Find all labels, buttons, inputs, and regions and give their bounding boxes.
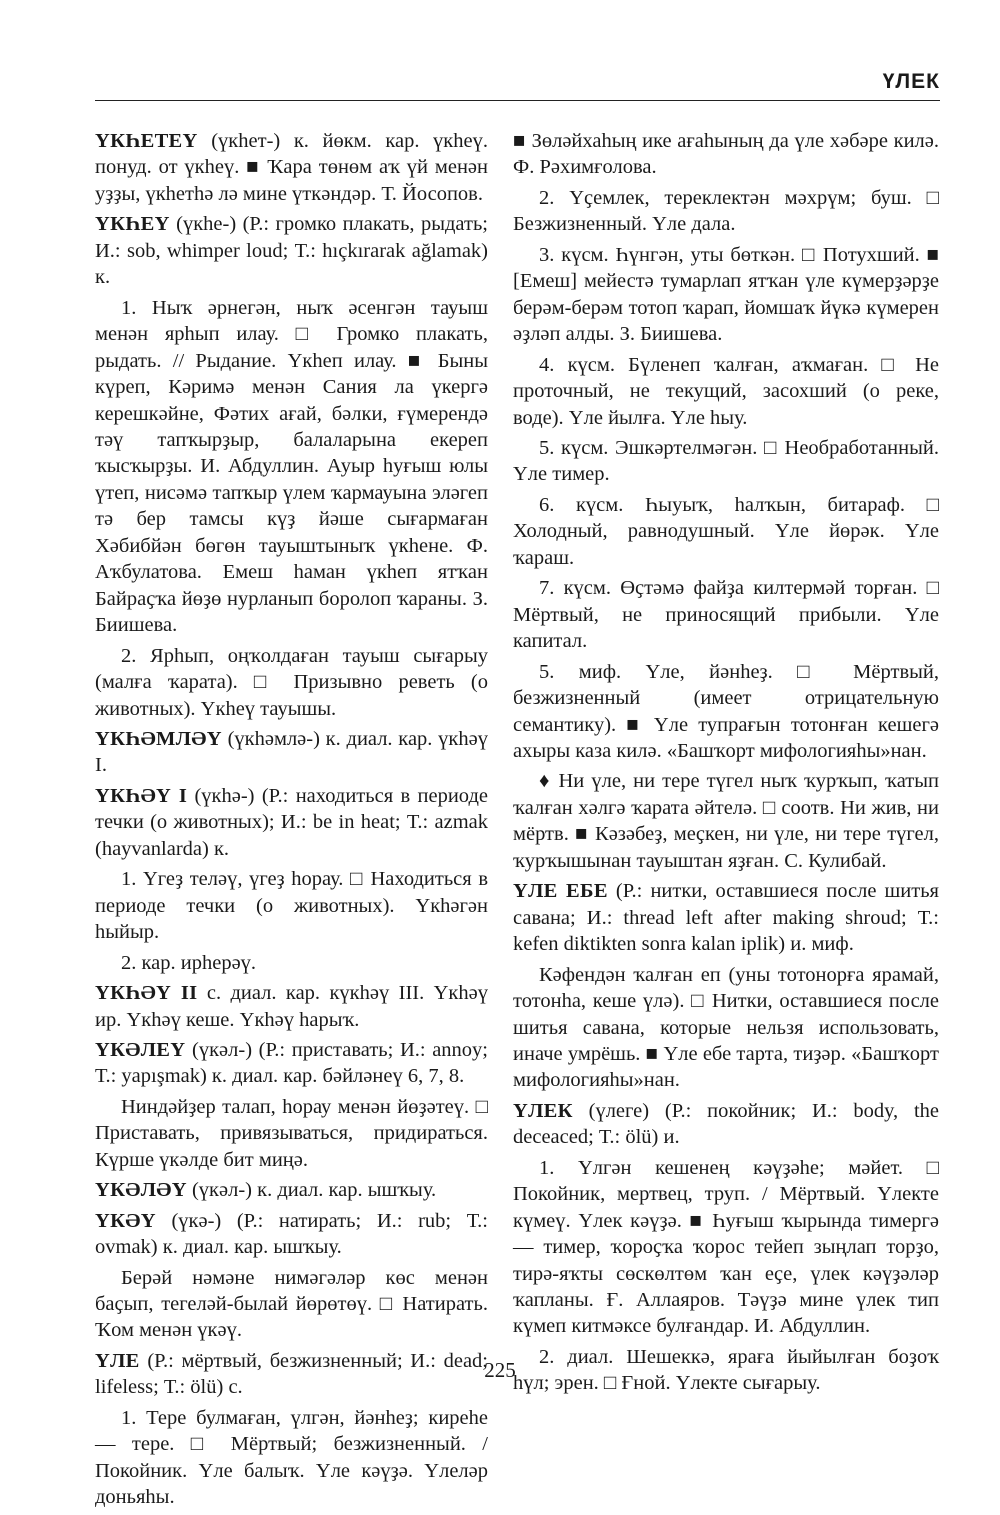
sense-paragraph: 5. миф. Үле, йәнһеҙ. □ Мёртвый, безжизненный (имеет отрицательную семантику). ■ Үле тупрағын тотонған кешегә ахыры каза килә. «Башҡорт мифологияһы»нан. — [513, 660, 939, 762]
entry-body: (үкәл-) (Р.: приставать; И.: annoy; Т.: yapışmak) к. диал. кар. бәйләнеү 6, 7, 8. — [95, 1038, 488, 1088]
running-header — [95, 70, 940, 101]
sense-paragraph: 2. диал. Шешеккә, ярағa йыйылған боҙоҡ һүл; эрен. □ Ғной. Үлекте сығарыу. — [513, 1345, 939, 1395]
entry-body: (үкһе-) (Р.: громко плакать, рыдать; И.: sob, whimper loud; Т.: hıçkırarak ağlamak) к. — [95, 213, 488, 289]
entry-uk-hemlew — [95, 726, 488, 779]
sense-paragraph: 1. Үлгән кешенең кәүҙәһе; мәйет. □ Покойник, мертвец, труп. / Мёртвый. Үлекте күмеү. Үлек кәүҙә. ■ Һуғыш ҡырында тимергә — тимер, ҡороҫҡа ҡорос тейеп зыңлап торҙо, тирә-яҡты сөскөлтөм ҡан еҫе, үлек кәүҙәләр ҡапланы. Ғ. Аллаяров. Тәүҙә мине үлек тип күмеп китмәксе булғандар. И. Абдуллин. — [513, 1156, 939, 1338]
headword: ҮКҺӘҮ I — [95, 784, 188, 807]
right-column — [513, 128, 939, 1401]
headword: ҮКӘҮ — [95, 1209, 156, 1232]
sense-paragraph: Ниндәйҙер талап, һорау менән йөҙәтеү. □ Приставать, привязываться, придираться. Күрше үкәлде бит миңә. — [95, 1095, 488, 1171]
entry-body: (үкһәмлә-) к. диал. кар. үкһәү I. — [95, 727, 488, 777]
entry-ukeley — [95, 1037, 488, 1090]
running-head-word: ҮЛЕК — [882, 70, 940, 93]
sense-paragraph: 6. күсм. Һыуыҡ, һалҡын, битараф. □ Холодный, равнодушный. Үле йөрәк. Үле ҡараш. — [513, 493, 939, 569]
sense-paragraph: 4. күсм. Бүленеп ҡалған, аҡмаған. □ Не проточный, не текущий, засохший (о реке, воде). Үле йылға. Үле һыу. — [513, 353, 939, 429]
entry-uk-hetey — [95, 128, 488, 207]
headword: ҮКӘЛЕҮ — [95, 1038, 186, 1061]
headword: ҮКҺЕҮ — [95, 213, 170, 236]
entry-body: с. диал. кар. күкһәү III. Үкһәү ир. Үкһәү кеше. Үкһәү һарыҡ. — [95, 982, 488, 1031]
headword: ҮКҺӘМЛӘҮ — [95, 727, 222, 750]
headword: ҮКҺӘҮ II — [95, 982, 198, 1005]
sense-paragraph: 1. Үгеҙ теләү, үгеҙ һорау. □ Находиться в периоде течки (о животных). Үкһәгән һыйыр. — [95, 868, 488, 944]
entry-body: (Р.: мёртвый, безжизненный; И.: dead; lifeless; Т.: ölü) с. — [95, 1349, 488, 1399]
idiom-paragraph: ♦ Ни үле, ни тере түгел ныҡ ҡурҡып, ҡатып ҡалған хәлгә ҡарата әйтелә. □ соотв. Ни жив, ни мёртв. ■ Кәзәбеҙ, меҫкен, ни үле, ни тере түгел, ҡурҡышынан тауыштан яҙған. С. Кулибай. — [513, 770, 939, 872]
entry-uk-hey — [95, 211, 488, 290]
headword: ҮЛЕК — [513, 1099, 573, 1122]
sense-paragraph: Кәфендән ҡалған еп (уны тотонорға ярамай, тотонһа, кеше үлә). □ Нитки, оставшиеся после шитья савана, которые нельзя использовать, иначе умрёшь. ■ Үле ебе тарта, тиҙәр. «Башҡорт мифологияһы»нан. — [513, 963, 939, 1092]
entry-body: (үкәл-) к. диал. кар. ышҡыу. — [186, 1179, 437, 1202]
entry-uk-hew-1 — [95, 783, 488, 862]
sense-paragraph: 1. Тере булмаған, үлгән, йәнһеҙ; киреһе — тере. □ Мёртвый; безжизненный. / Покойник. Үле балыҡ. Үле кәүҙә. Үлеләр доньяһы. — [95, 1406, 488, 1509]
sense-paragraph: 5. күсм. Эшкәртелмәгән. □ Необработанный. Үле тимер. — [513, 436, 939, 486]
entry-uk-hew-2 — [95, 980, 488, 1033]
entry-body: (Р.: нитки, оставшиеся после шитья савана; И.: thread left after making shroud; Т.: kefen diktikten sonra kalan iplik) и. миф. — [513, 880, 939, 956]
headword: ҮКӘЛӘҮ — [95, 1179, 187, 1202]
sense-paragraph: 2. Үҫемлек, тереклектән мәхрүм; буш. □ Безжизненный. Үле дала. — [513, 186, 939, 236]
headword: ҮЛЕ — [95, 1349, 140, 1372]
entry-body: (үкһә-) (Р.: находиться в периоде течки (о животных); И.: be in heat; Т.: azmak (hayvanlarda) к. — [95, 784, 488, 860]
sense-paragraph: Берәй нәмәне нимәгәләр көс менән баҫып, тегеләй-былай йөрөтөү. □ Натирать. Ҡом менән үкәү. — [95, 1266, 488, 1342]
sense-paragraph: 2. Ярһып, оңҡолдаған тауыш сығарыу (малға ҡарата). □ Призывно реветь (о животных). Үкһеү тауышы. — [95, 644, 488, 720]
sense-paragraph: 2. кар. ирһерәү. — [121, 951, 257, 974]
sense-paragraph: 7. күсм. Өҫтәмә файҙа килтермәй торған. □ Мёртвый, не приносящий прибыли. Үле капитал. — [513, 577, 939, 653]
entry-body: (үлеге) (Р.: покойник; И.: body, the deceaced; Т.: ölü) и. — [513, 1099, 939, 1149]
left-column — [95, 128, 488, 1515]
entry-ukew — [95, 1208, 488, 1261]
entry-ulek — [513, 1098, 939, 1151]
entry-ule-ebe — [513, 878, 939, 957]
entry-body: (үкһет-) к. йөкм. кар. үкһеү. понуд. от үкһеү. ■ Ҡара төнөм аҡ үй менән уҙҙы, үкһетһә лә мине үткәндәр. Т. Йосопов. — [95, 130, 488, 205]
headword: ҮКҺЕТЕҮ — [95, 130, 198, 152]
entry-body: (үкә-) (Р.: натирать; И.: rub; Т.: ovmak) к. диал. кар. ышҡыу. — [95, 1209, 488, 1259]
headword: ҮЛЕ ЕБЕ — [513, 880, 608, 903]
sense-paragraph: 3. күсм. Һүнгән, уты бөткән. □ Потухший. ■ [Емеш] мейестә тумарлап ятҡан үле күмерҙәрҙе берәм-берәм тотоп ҡарап, йомшаҡ йүкә күмерен әҙләп алды. З. Биишева. — [513, 243, 939, 346]
entry-ukelew — [95, 1177, 488, 1203]
sense-paragraph: ■ Зөләйхаһың ике ағаһының да үле хәбәре килә. Ф. Рәхимғолова. — [513, 130, 939, 179]
sense-paragraph: 1. Ныҡ әрнегән, ныҡ әсенгән тауыш менән ярһып илау. □ Громко плакать, рыдать. // Рыдание. Үкһеп илау. ■ Быны күреп, Кәримә менән Сания ла үкергә керешкәйне, Фәтих ағай, бәлки, ғүмерендә тәү тапҡырҙыр, балаларына екереп ҡысҡырҙы. И. Абдуллин. Ауыр һуғыш юлы үтеп, нисәмә тапҡыр үлем ҡармауына эләгеп тә бер тамсы күҙ йәше сығармаған Хәбибйән бөгөн тауыштыныҡ үкһене. Ф. Аҡбулатова. Емеш һаман үкһеп ятҡан Байраҫҡа йөҙө нурланып боролоп ҡараны. З. Биишева. — [95, 296, 488, 637]
page-number: 225 — [484, 1358, 516, 1382]
